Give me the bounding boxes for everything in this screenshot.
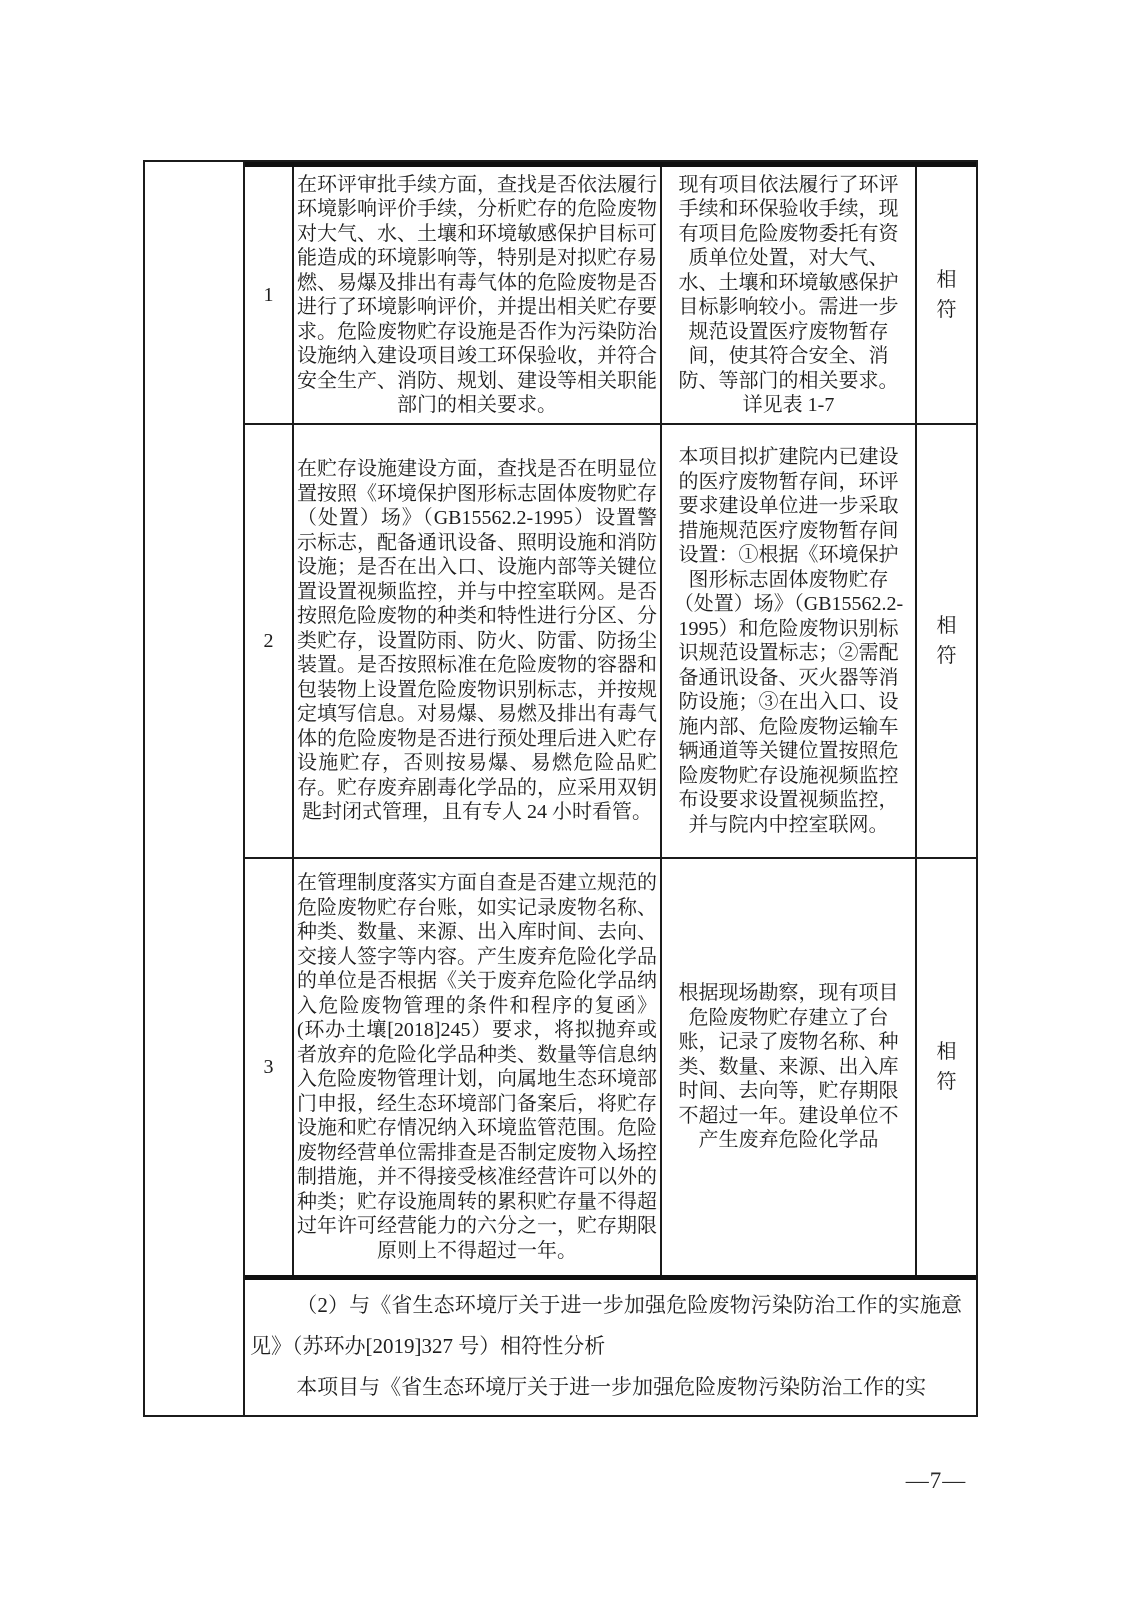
self-check-item-text: 在管理制度落实方面自查是否建立规范的危险废物贮存台账，如实记录废物名称、种类、数量、来源、出入库时间、去向、交接人签字等内容。产生废弃危险化学品的单位是否根据《关于废弃危险化学品纳入危险废物管理的条件和程序的复函》(环办土壤[2018]245）要求，将拟抛弃或者放弃的危险化学品种类、数量等信息纳入危险废物管理计划，向属地生态环境部门申报，经生态环境部门备案后，将贮存设施和贮存情况纳入环境监管范围。危险废物经营单位需排查是否制定废物入场控制措施，并不得接受核准经营许可以外的种类；贮存设施周转的累积贮存量不得超过年许可经营能力的六分之一，贮存期限原则上不得超过一年。 <box>297 872 657 1262</box>
conformity-status-cell <box>917 425 976 857</box>
conformity-status-cell <box>917 859 976 1275</box>
self-check-item-cell <box>294 425 662 857</box>
compliance-analysis-cell <box>662 859 917 1275</box>
table-row <box>245 857 976 1275</box>
compliance-analysis-text: 根据现场勘察，现有项目危险废物贮存建立了台账，记录了废物名称、种类、数量、来源、出入库时间、去向等，贮存期限不超过一年。建设单位不产生废弃危险化学品 <box>678 982 899 1152</box>
category-column-empty <box>145 162 245 1415</box>
page-number: —7— <box>905 1468 967 1493</box>
row-number-cell <box>245 859 294 1275</box>
self-check-item-cell <box>294 167 662 423</box>
row-number: 1 <box>263 283 274 306</box>
self-check-table <box>245 162 976 1280</box>
conformity-status-text: 相符 <box>936 615 957 667</box>
self-check-item-cell <box>294 859 662 1275</box>
compliance-analysis-cell <box>662 425 917 857</box>
compliance-analysis-text: 现有项目依法履行了环评手续和环保验收手续，现有项目危险废物委托有资质单位处置，对大气、水、土壤和环境敏感保护目标影响较小。需进一步规范设置医疗废物暂存间，使其符合安全、消防、等部门的相关要求。详见表 1-7 <box>678 173 899 416</box>
self-check-item-text: 在贮存设施建设方面，查找是否在明显位置按照《环境保护图形标志固体废物贮存（处置）场》（GB15562.2-1995）设置警示标志，配备通讯设备、照明设施和消防设施；是否在出入口、设施内部等关键位置设置视频监控，并与中控室联网。是否按照危险废物的种类和特性进行分区、分类贮存，设置防雨、防火、防雷、防扬尘装置。是否按照标准在危险废物的容器和包装物上设置危险废物识别标志，并按规定填写信息。对易爆、易燃及排出有毒气体的危险废物是否进行预处理后进入贮存设施贮存，否则按易爆、易燃危险品贮存。贮存废弃剧毒化学品的，应采用双钥匙封闭式管理，且有专人 24 小时看管。 <box>297 458 657 824</box>
section-body-paragraph: 本项目与《省生态环境厅关于进一步加强危险废物污染防治工作的实 <box>296 1375 927 1399</box>
section-heading-paragraph: （2）与《省生态环境厅关于进一步加强危险废物污染防治工作的实施意见》（苏环办[2019]327 号）相符性分析 <box>250 1293 962 1358</box>
table-row <box>245 167 976 423</box>
self-check-item-text: 在环评审批手续方面，查找是否依法履行环境影响评价手续，分析贮存的危险废物对大气、水、土壤和环境敏感保护目标可能造成的环境影响等，特别是对拟贮存易燃、易爆及排出有毒气体的危险废物是否进行了环境影响评价，并提出相关贮存要求。危险废物贮存设施是否作为污染防治设施纳入建设项目竣工环保验收，并符合安全生产、消防、规划、建设等相关职能部门的相关要求。 <box>297 173 657 416</box>
compliance-table <box>143 160 978 1417</box>
section-text-area <box>245 1280 976 1415</box>
row-number: 3 <box>263 1055 274 1078</box>
row-number-cell <box>245 167 294 423</box>
conformity-status-cell <box>917 167 976 423</box>
table-content-region <box>245 162 976 1415</box>
compliance-analysis-text: 本项目拟扩建院内已建设的医疗废物暂存间，环评要求建设单位进一步采取措施规范医疗废物暂存间设置：①根据《环境保护图形标志固体废物贮存（处置）场》（GB15562.2-1995）和危险废物识别标识规范设置标志；②需配备通讯设备、灭火器等消防设施；③在出入口、设施内部、危险废物运输车辆通道等关键位置按照危险废物贮存设施视频监控布设要求设置视频监控，并与院内中控室联网。 <box>673 446 904 836</box>
row-number: 2 <box>263 629 274 652</box>
compliance-analysis-cell <box>662 167 917 423</box>
conformity-status-text: 相符 <box>936 1041 957 1093</box>
row-number-cell <box>245 425 294 857</box>
conformity-status-text: 相符 <box>936 269 957 321</box>
table-row <box>245 423 976 857</box>
